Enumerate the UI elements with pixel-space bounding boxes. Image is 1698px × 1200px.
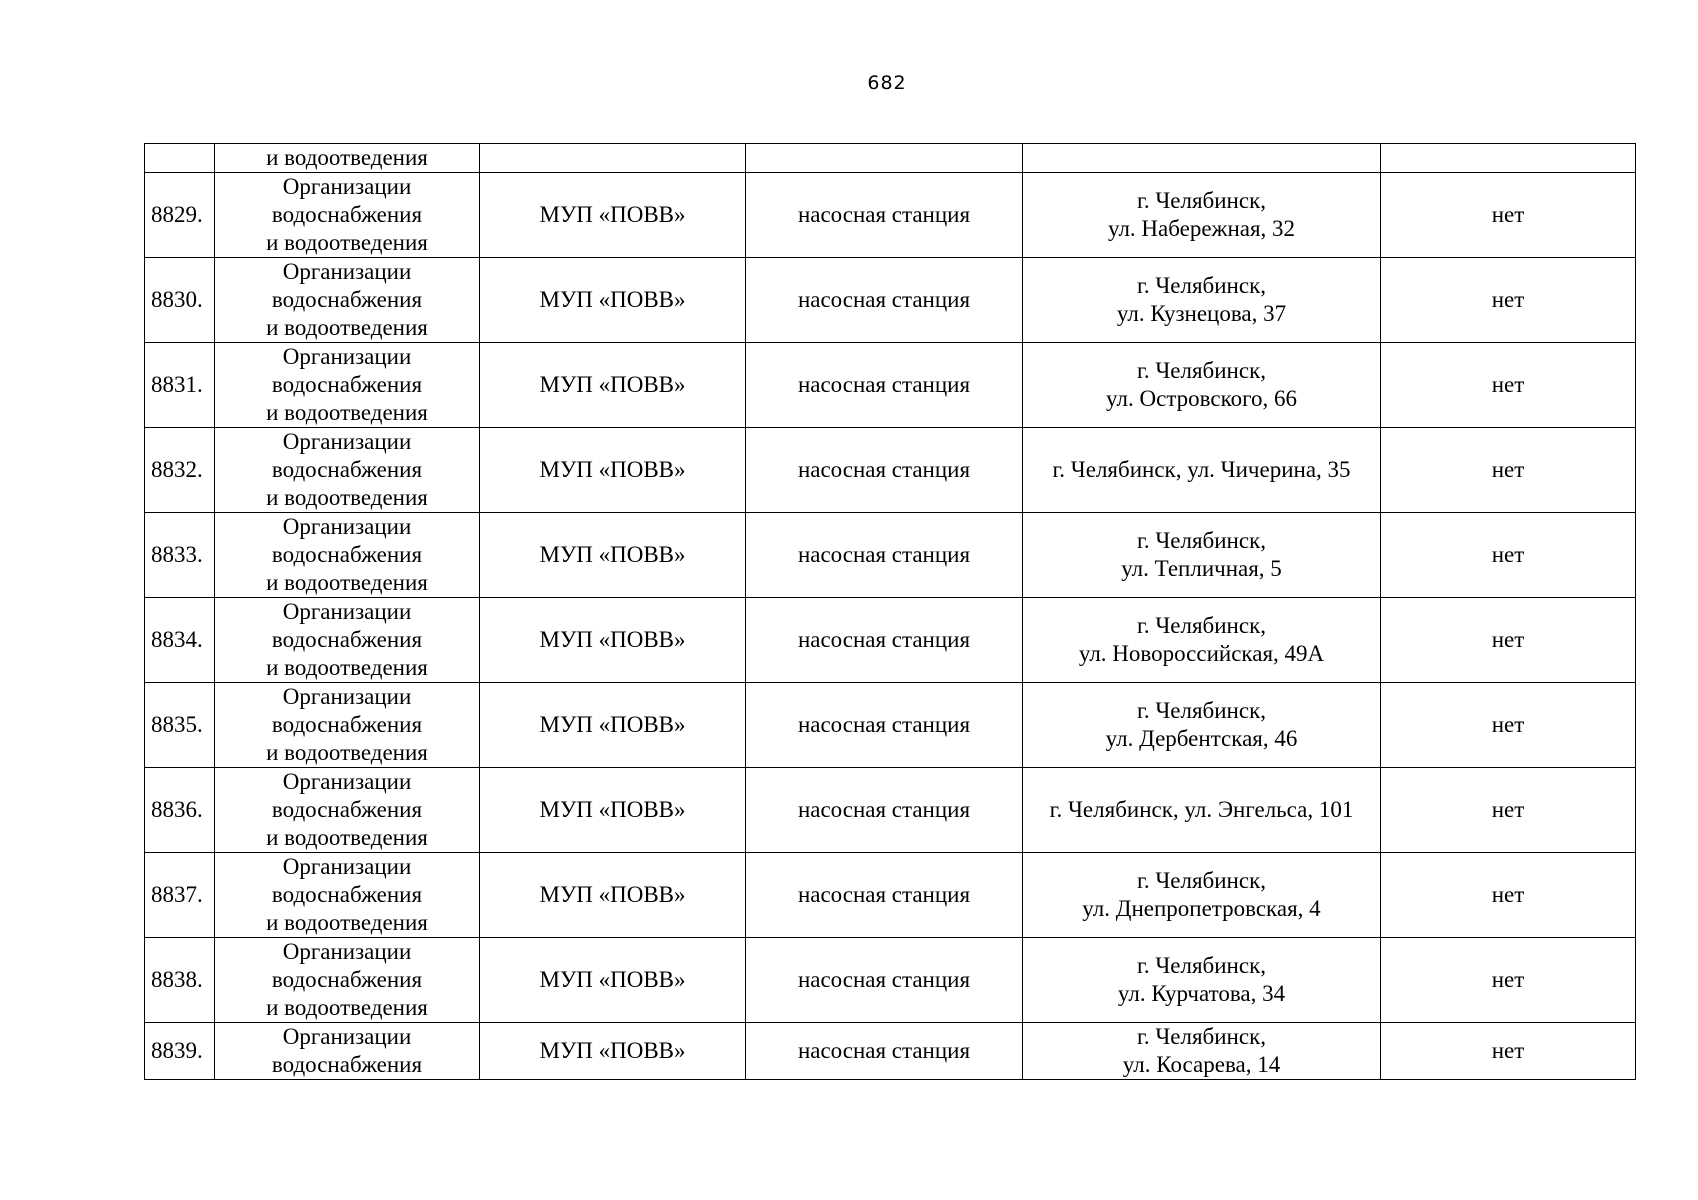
cell-operator: МУП «ПОВВ» xyxy=(480,1023,746,1080)
org-type-line: и водоотведения xyxy=(266,740,428,765)
address-line: ул. Островского, 66 xyxy=(1106,386,1297,411)
table-row xyxy=(145,343,1636,428)
table-row xyxy=(145,258,1636,343)
cell-flag: нет xyxy=(1381,343,1636,428)
org-type-line: водоснабжения xyxy=(271,1052,423,1077)
org-type-line: водоснабжения xyxy=(271,967,423,992)
address-line: ул. Дербентская, 46 xyxy=(1105,726,1298,751)
cell-address xyxy=(1023,513,1381,598)
registry-table xyxy=(144,143,1636,1080)
address-line: ул. Курчатова, 34 xyxy=(1117,981,1286,1006)
cell-org-type xyxy=(215,144,480,173)
cell-address xyxy=(1023,428,1381,513)
org-type-line: водоснабжения xyxy=(271,202,423,227)
cell-flag: нет xyxy=(1381,768,1636,853)
cell-flag: нет xyxy=(1381,173,1636,258)
org-type-line: и водоотведения xyxy=(266,485,428,510)
org-type-line: водоснабжения xyxy=(271,287,423,312)
cell-address xyxy=(1023,1023,1381,1080)
cell-operator: МУП «ПОВВ» xyxy=(480,513,746,598)
org-type-line: водоснабжения xyxy=(271,797,423,822)
cell-org-type xyxy=(215,343,480,428)
address-line: г. Челябинск, xyxy=(1136,698,1266,723)
org-type-line: Организации xyxy=(282,429,412,454)
org-type-line: водоснабжения xyxy=(271,712,423,737)
cell-num: 8838. xyxy=(145,938,215,1023)
cell-flag: нет xyxy=(1381,683,1636,768)
org-type-line: водоснабжения xyxy=(271,627,423,652)
org-type-line: водоснабжения xyxy=(271,457,423,482)
org-type-line: и водоотведения xyxy=(266,570,428,595)
org-type-line: и водоотведения xyxy=(266,145,428,170)
table-row xyxy=(145,428,1636,513)
cell-operator: МУП «ПОВВ» xyxy=(480,258,746,343)
cell-operator: МУП «ПОВВ» xyxy=(480,428,746,513)
org-type-line: и водоотведения xyxy=(266,230,428,255)
cell-operator: МУП «ПОВВ» xyxy=(480,683,746,768)
cell-address xyxy=(1023,683,1381,768)
cell-flag: нет xyxy=(1381,598,1636,683)
org-type-line: Организации xyxy=(282,939,412,964)
cell-operator: МУП «ПОВВ» xyxy=(480,768,746,853)
cell-num: 8835. xyxy=(145,683,215,768)
org-type-line: Организации xyxy=(282,514,412,539)
cell-object: насосная станция xyxy=(746,1023,1023,1080)
cell-num: 8836. xyxy=(145,768,215,853)
cell-org-type xyxy=(215,938,480,1023)
org-type-line: Организации xyxy=(282,684,412,709)
cell-object: насосная станция xyxy=(746,598,1023,683)
org-type-line: Организации xyxy=(282,174,412,199)
org-type-line: водоснабжения xyxy=(271,882,423,907)
cell-org-type xyxy=(215,513,480,598)
cell-address xyxy=(1023,258,1381,343)
org-type-line: Организации xyxy=(282,599,412,624)
address-line: г. Челябинск, xyxy=(1136,528,1266,553)
cell-num xyxy=(145,144,215,173)
cell-address xyxy=(1023,343,1381,428)
cell-flag xyxy=(1381,144,1636,173)
address-line: г. Челябинск, xyxy=(1136,613,1266,638)
address-line: ул. Косарева, 14 xyxy=(1122,1052,1281,1077)
cell-num: 8833. xyxy=(145,513,215,598)
address-line: ул. Днепропетровская, 4 xyxy=(1082,896,1321,921)
org-type-line: и водоотведения xyxy=(266,315,428,340)
table-row xyxy=(145,683,1636,768)
cell-operator: МУП «ПОВВ» xyxy=(480,598,746,683)
org-type-line: и водоотведения xyxy=(266,995,428,1020)
cell-num: 8834. xyxy=(145,598,215,683)
cell-address xyxy=(1023,598,1381,683)
address-line: г. Челябинск, ул. Чичерина, 35 xyxy=(1052,457,1351,482)
address-line: ул. Новороссийская, 49А xyxy=(1078,641,1325,666)
cell-operator: МУП «ПОВВ» xyxy=(480,938,746,1023)
cell-org-type xyxy=(215,683,480,768)
cell-address xyxy=(1023,853,1381,938)
org-type-line: и водоотведения xyxy=(266,400,428,425)
cell-flag: нет xyxy=(1381,513,1636,598)
cell-org-type xyxy=(215,173,480,258)
cell-object: насосная станция xyxy=(746,768,1023,853)
cell-num: 8830. xyxy=(145,258,215,343)
address-line: г. Челябинск, xyxy=(1136,1024,1266,1049)
cell-num: 8837. xyxy=(145,853,215,938)
table-row xyxy=(145,173,1636,258)
cell-address xyxy=(1023,173,1381,258)
cell-address xyxy=(1023,768,1381,853)
cell-operator xyxy=(480,144,746,173)
cell-operator: МУП «ПОВВ» xyxy=(480,853,746,938)
cell-operator: МУП «ПОВВ» xyxy=(480,173,746,258)
address-line: г. Челябинск, ул. Энгельса, 101 xyxy=(1049,797,1354,822)
org-type-line: водоснабжения xyxy=(271,542,423,567)
cell-num: 8831. xyxy=(145,343,215,428)
cell-flag: нет xyxy=(1381,428,1636,513)
cell-flag: нет xyxy=(1381,258,1636,343)
cell-org-type xyxy=(215,428,480,513)
cell-num: 8832. xyxy=(145,428,215,513)
org-type-line: Организации xyxy=(282,769,412,794)
cell-object: насосная станция xyxy=(746,683,1023,768)
cell-flag: нет xyxy=(1381,1023,1636,1080)
registry-table-body xyxy=(145,144,1636,1080)
table-row xyxy=(145,1023,1636,1080)
cell-object: насосная станция xyxy=(746,513,1023,598)
cell-flag: нет xyxy=(1381,853,1636,938)
cell-address xyxy=(1023,144,1381,173)
cell-num: 8829. xyxy=(145,173,215,258)
address-line: г. Челябинск, xyxy=(1136,273,1266,298)
address-line: ул. Набережная, 32 xyxy=(1107,216,1296,241)
cell-org-type xyxy=(215,598,480,683)
cell-org-type xyxy=(215,258,480,343)
cell-num: 8839. xyxy=(145,1023,215,1080)
org-type-line: Организации xyxy=(282,1024,412,1049)
cell-object: насосная станция xyxy=(746,938,1023,1023)
cell-object: насосная станция xyxy=(746,258,1023,343)
org-type-line: Организации xyxy=(282,854,412,879)
cell-object: насосная станция xyxy=(746,853,1023,938)
table-row-continued xyxy=(145,144,1636,173)
cell-address xyxy=(1023,938,1381,1023)
table-row xyxy=(145,853,1636,938)
address-line: ул. Тепличная, 5 xyxy=(1121,556,1282,581)
cell-object: насосная станция xyxy=(746,173,1023,258)
cell-org-type xyxy=(215,853,480,938)
org-type-line: и водоотведения xyxy=(266,655,428,680)
org-type-line: и водоотведения xyxy=(266,825,428,850)
table-row xyxy=(145,598,1636,683)
org-type-line: Организации xyxy=(282,344,412,369)
cell-flag: нет xyxy=(1381,938,1636,1023)
org-type-line: Организации xyxy=(282,259,412,284)
table-row xyxy=(145,938,1636,1023)
address-line: г. Челябинск, xyxy=(1136,358,1266,383)
address-line: ул. Кузнецова, 37 xyxy=(1116,301,1287,326)
org-type-line: и водоотведения xyxy=(266,910,428,935)
page-number: 682 xyxy=(867,72,907,94)
cell-org-type xyxy=(215,1023,480,1080)
cell-operator: МУП «ПОВВ» xyxy=(480,343,746,428)
cell-object: насосная станция xyxy=(746,428,1023,513)
cell-object xyxy=(746,144,1023,173)
table-row xyxy=(145,768,1636,853)
address-line: г. Челябинск, xyxy=(1136,188,1266,213)
table-row xyxy=(145,513,1636,598)
cell-object: насосная станция xyxy=(746,343,1023,428)
cell-org-type xyxy=(215,768,480,853)
org-type-line: водоснабжения xyxy=(271,372,423,397)
address-line: г. Челябинск, xyxy=(1136,868,1266,893)
address-line: г. Челябинск, xyxy=(1136,953,1266,978)
